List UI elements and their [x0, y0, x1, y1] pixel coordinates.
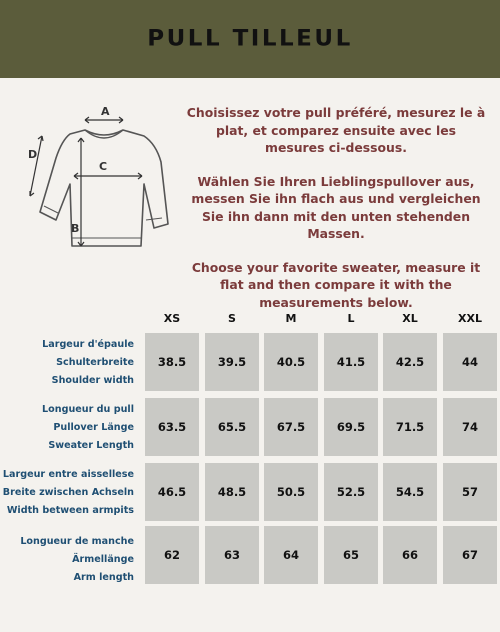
- table-cell: 69.5: [324, 398, 378, 456]
- label-fr: Longueur du pull: [42, 404, 134, 415]
- table-cell: 65: [324, 526, 378, 584]
- diagram-label-a: A: [101, 105, 110, 118]
- table-cell: 71.5: [383, 398, 437, 456]
- table-cell: 39.5: [205, 333, 259, 391]
- table-cell: 42.5: [383, 333, 437, 391]
- size-header-row: [0, 312, 500, 326]
- table-cell: 66: [383, 526, 437, 584]
- label-de: Breite zwischen Achseln: [2, 487, 134, 498]
- table-cell: 64: [264, 526, 318, 584]
- size-head-xs: XS: [163, 312, 181, 325]
- size-head-l: L: [347, 312, 355, 325]
- table-cell: 57: [443, 463, 497, 521]
- diagram-label-b: B: [71, 222, 80, 235]
- table-cell: 65.5: [205, 398, 259, 456]
- label-fr: Longueur de manche: [20, 536, 134, 547]
- table-cell: 54.5: [383, 463, 437, 521]
- intro-text: [186, 104, 486, 327]
- label-fr: Largeur entre aissellese: [2, 469, 134, 480]
- table-cell: 40.5: [264, 333, 318, 391]
- table-cell: 52.5: [324, 463, 378, 521]
- size-head-s: S: [228, 312, 236, 325]
- header-banner: [0, 0, 500, 78]
- table-cell: 63: [205, 526, 259, 584]
- table-cell: 74: [443, 398, 497, 456]
- label-de: Ärmellänge: [72, 554, 134, 565]
- row-label-armpits: [0, 466, 134, 520]
- row-label-arm: [0, 533, 134, 587]
- table-cell: 44: [443, 333, 497, 391]
- table-cell: 41.5: [324, 333, 378, 391]
- table-cell: 63.5: [145, 398, 199, 456]
- diagram-label-c: C: [99, 160, 108, 173]
- table-cell: 67.5: [264, 398, 318, 456]
- label-de: Schulterbreite: [56, 357, 134, 368]
- table-cell: 48.5: [205, 463, 259, 521]
- table-cell: 50.5: [264, 463, 318, 521]
- intro-german: Wählen Sie Ihren Lieblingspullover aus, messen Sie ihn flach aus und vergleichen Sie ihn dann mit den unten stehenden Massen.: [191, 173, 481, 241]
- label-en: Width between armpits: [6, 505, 134, 516]
- label-en: Shoulder width: [51, 375, 134, 386]
- size-head-xxl: XXL: [458, 312, 482, 325]
- label-de: Pullover Länge: [53, 422, 134, 433]
- size-head-m: M: [285, 312, 297, 325]
- page-title: PULL TILLEUL: [147, 26, 353, 52]
- label-fr: Largeur d'épaule: [42, 339, 134, 350]
- table-cell: 67: [443, 526, 497, 584]
- size-head-xl: XL: [402, 312, 418, 325]
- label-en: Sweater Length: [48, 440, 134, 451]
- row-label-length: [0, 401, 134, 455]
- table-cell: 46.5: [145, 463, 199, 521]
- sweater-diagram: [22, 100, 170, 260]
- table-cell: 62: [145, 526, 199, 584]
- intro-english: Choose your favorite sweater, measure it flat and then compare it with the measurements below.: [191, 259, 481, 310]
- intro-french: Choisissez votre pull préféré, mesurez le à plat, et comparez ensuite avec les mesures ci-dessous.: [186, 105, 486, 155]
- row-label-shoulder: [0, 336, 134, 390]
- label-en: Arm length: [73, 572, 134, 583]
- table-cell: 38.5: [145, 333, 199, 391]
- diagram-label-d: D: [28, 148, 38, 161]
